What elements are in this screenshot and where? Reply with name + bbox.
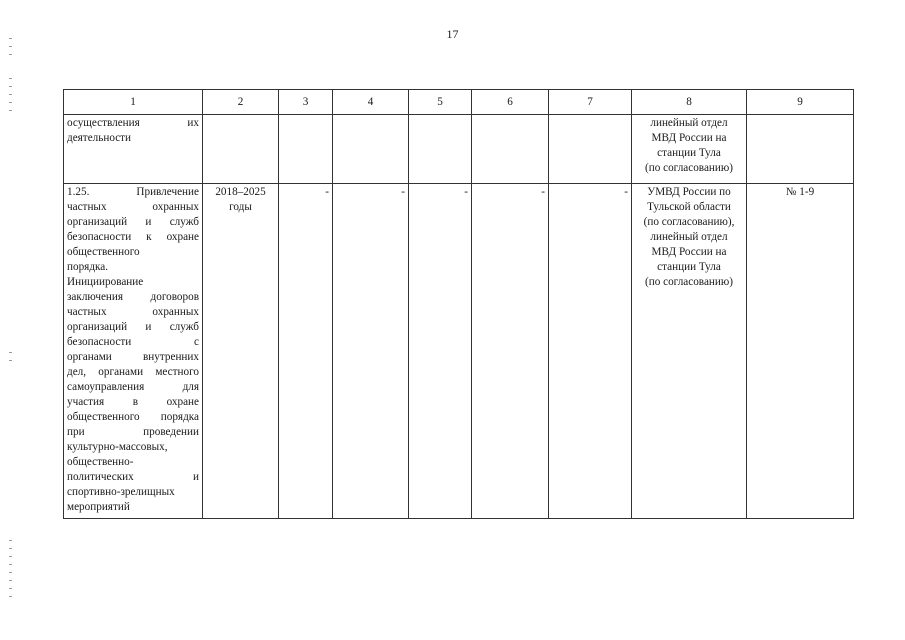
cell-text-line: безопасности с — [67, 336, 199, 348]
cell-text-line: (по согласованию), — [643, 216, 735, 228]
table-row — [64, 115, 854, 184]
cell-text-line: Тульской области — [647, 201, 731, 213]
row2-period-cell — [203, 184, 279, 519]
scan-mark — [9, 596, 12, 597]
scan-mark — [9, 352, 12, 353]
header-col-8: 8 — [632, 90, 747, 115]
table-row — [64, 184, 854, 519]
cell-text-line: участия в охране — [67, 396, 199, 408]
scan-mark — [9, 78, 12, 79]
cell-text-line: МВД России на — [651, 132, 727, 144]
row1-col3-cell — [279, 115, 333, 184]
row1-executor-cell — [632, 115, 747, 184]
row1-executor-lines — [635, 116, 743, 176]
row1-col5-cell — [409, 115, 472, 184]
row1-period-cell — [203, 115, 279, 184]
cell-text-line: осуществления их — [67, 117, 199, 129]
cell-text-line: при проведении — [67, 426, 199, 438]
scan-mark — [9, 110, 12, 111]
scan-mark — [9, 86, 12, 87]
row2-col4-dash: - — [333, 184, 409, 519]
row2-period-lines — [206, 185, 275, 215]
cell-text-line: организаций и служб — [67, 216, 199, 228]
scan-mark — [9, 556, 12, 557]
row1-measure-lines — [67, 116, 199, 146]
cell-text-line: станции Тула — [657, 147, 721, 159]
header-col-1: 1 — [64, 90, 203, 115]
cell-text-line: линейный отдел — [650, 117, 728, 129]
cell-text-line: порядка. — [67, 261, 109, 273]
cell-text-line: (по согласованию) — [645, 276, 733, 288]
row2-col6-dash: - — [472, 184, 549, 519]
scan-mark — [9, 564, 12, 565]
cell-text-line: 2018–2025 — [215, 186, 266, 198]
header-col-6: 6 — [472, 90, 549, 115]
scan-mark — [9, 102, 12, 103]
cell-text-line: МВД России на — [651, 246, 727, 258]
row2-col5-dash: - — [409, 184, 472, 519]
cell-text-line: дел, органами местного — [67, 366, 199, 378]
cell-text-line: годы — [229, 201, 252, 213]
row2-executor-cell — [632, 184, 747, 519]
cell-text-line: Инициирование — [67, 276, 144, 288]
row2-col3-dash: - — [279, 184, 333, 519]
scan-mark — [9, 54, 12, 55]
row2-col7-dash: - — [549, 184, 632, 519]
cell-text-line: заключения договоров — [67, 291, 199, 303]
row2-measure-lines — [67, 185, 199, 515]
scan-mark — [9, 94, 12, 95]
row1-measure-cell — [64, 115, 203, 184]
row2-measure-cell — [64, 184, 203, 519]
scan-mark — [9, 548, 12, 549]
scan-mark — [9, 360, 12, 361]
cell-text-line: мероприятий — [67, 501, 130, 513]
scan-mark — [9, 580, 12, 581]
cell-text-line: 1.25. Привлечение — [67, 186, 199, 198]
cell-text-line: частных охранных — [67, 201, 199, 213]
cell-text-line: общественного — [67, 246, 140, 258]
page-number: 17 — [446, 27, 459, 41]
scan-margin-marks — [9, 20, 15, 620]
cell-text-line: общественного порядка — [67, 411, 199, 423]
header-col-7: 7 — [549, 90, 632, 115]
cell-text-line: общественно- — [67, 456, 134, 468]
scan-mark — [9, 38, 12, 39]
header-col-4: 4 — [333, 90, 409, 115]
cell-text-line: частных охранных — [67, 306, 199, 318]
cell-text-line: политических и — [67, 471, 199, 483]
scan-mark — [9, 588, 12, 589]
header-row — [64, 90, 854, 115]
cell-text-line: (по согласованию) — [645, 162, 733, 174]
row2-indicator-cell: № 1-9 — [747, 184, 854, 519]
row1-col7-cell — [549, 115, 632, 184]
header-col-9: 9 — [747, 90, 854, 115]
scan-mark — [9, 572, 12, 573]
cell-text-line: самоуправления для — [67, 381, 199, 393]
cell-text-line: органами внутренних — [67, 351, 199, 363]
cell-text-line: безопасности к охране — [67, 231, 199, 243]
cell-text-line: линейный отдел — [650, 231, 728, 243]
cell-text-line: организаций и служб — [67, 321, 199, 333]
row1-col6-cell — [472, 115, 549, 184]
header-col-3: 3 — [279, 90, 333, 115]
scan-mark — [9, 46, 12, 47]
header-col-2: 2 — [203, 90, 279, 115]
cell-text-line: УМВД России по — [647, 186, 731, 198]
cell-text-line: культурно-массовых, — [67, 441, 168, 453]
cell-text-line: спортивно-зрелищных — [67, 486, 175, 498]
scan-mark — [9, 540, 12, 541]
row1-col4-cell — [333, 115, 409, 184]
program-table — [63, 89, 854, 519]
header-col-5: 5 — [409, 90, 472, 115]
row1-indicator-cell — [747, 115, 854, 184]
cell-text-line: деятельности — [67, 132, 132, 144]
cell-text-line: станции Тула — [657, 261, 721, 273]
row2-executor-lines — [635, 185, 743, 290]
